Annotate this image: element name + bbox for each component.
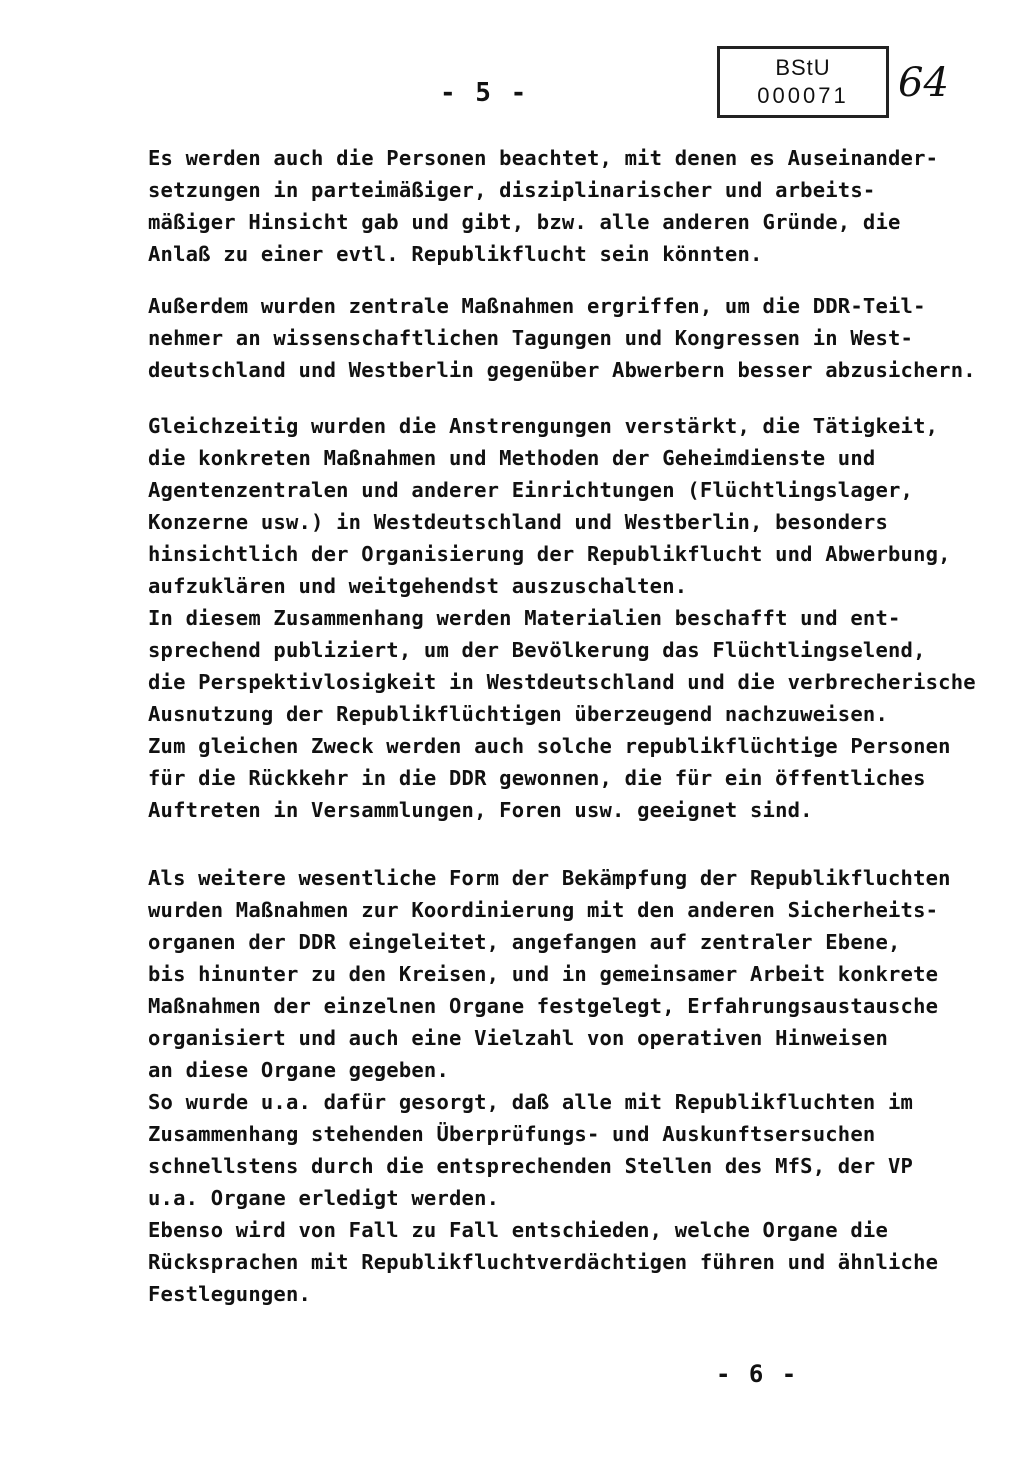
text-line: hinsichtlich der Organisierung der Republikflucht und Abwerbung, <box>148 542 951 566</box>
text-line: bis hinunter zu den Kreisen, und in gemeinsamer Arbeit konkrete <box>148 962 939 986</box>
archive-stamp <box>717 46 889 118</box>
text-line: mäßiger Hinsicht gab und gibt, bzw. alle anderen Gründe, die <box>148 210 901 234</box>
paragraph-3 <box>148 410 976 826</box>
text-line: Außerdem wurden zentrale Maßnahmen ergriffen, um die DDR-Teil- <box>148 294 926 318</box>
text-line: Ausnutzung der Republikflüchtigen überzeugend nachzuweisen. <box>148 702 888 726</box>
text-line: Gleichzeitig wurden die Anstrengungen verstärkt, die Tätigkeit, <box>148 414 939 438</box>
handwritten-folio-number: 64 <box>898 60 949 106</box>
text-line: Maßnahmen der einzelnen Organe festgelegt, Erfahrungsaustausche <box>148 994 939 1018</box>
text-line: So wurde u.a. dafür gesorgt, daß alle mit Republikfluchten im <box>148 1090 914 1114</box>
text-line: Festlegungen. <box>148 1282 312 1306</box>
next-page-marker: - 6 - <box>716 1360 799 1388</box>
text-line: die konkreten Maßnahmen und Methoden der Geheimdienste und <box>148 446 876 470</box>
text-line: die Perspektivlosigkeit in Westdeutschland und die verbrecherische <box>148 670 976 694</box>
text-line: Konzerne usw.) in Westdeutschland und Westberlin, besonders <box>148 510 888 534</box>
text-line: sprechend publiziert, um der Bevölkerung das Flüchtlingselend, <box>148 638 926 662</box>
paragraph-1 <box>148 142 938 270</box>
text-line: setzungen in parteimäßiger, disziplinarischer und arbeits- <box>148 178 876 202</box>
text-line: u.a. Organe erledigt werden. <box>148 1186 500 1210</box>
text-line: nehmer an wissenschaftlichen Tagungen und Kongressen in West- <box>148 326 914 350</box>
text-line: aufzuklären und weitgehendst auszuschalten. <box>148 574 688 598</box>
page-number: - 5 - <box>440 78 529 108</box>
text-line: Ebenso wird von Fall zu Fall entschieden, welche Organe die <box>148 1218 888 1242</box>
text-line: wurden Maßnahmen zur Koordinierung mit den anderen Sicherheits- <box>148 898 939 922</box>
text-line: Es werden auch die Personen beachtet, mit denen es Auseinander- <box>148 146 939 170</box>
text-line: Zum gleichen Zweck werden auch solche republikflüchtige Personen <box>148 734 951 758</box>
text-line: schnellstens durch die entsprechenden Stellen des MfS, der VP <box>148 1154 914 1178</box>
stamp-agency: BStU <box>775 55 831 80</box>
stamp-number: 000071 <box>757 83 849 108</box>
text-line: Anlaß zu einer evtl. Republikflucht sein könnten. <box>148 242 763 266</box>
text-line: Agentenzentralen und anderer Einrichtungen (Flüchtlingslager, <box>148 478 914 502</box>
text-line: deutschland und Westberlin gegenüber Abwerbern besser abzusichern. <box>148 358 976 382</box>
text-line: Zusammenhang stehenden Überprüfungs- und Auskunftsersuchen <box>148 1122 876 1146</box>
text-line: an diese Organe gegeben. <box>148 1058 450 1082</box>
text-line: Auftreten in Versammlungen, Foren usw. geeignet sind. <box>148 798 813 822</box>
text-line: organen der DDR eingeleitet, angefangen auf zentraler Ebene, <box>148 930 901 954</box>
text-line: In diesem Zusammenhang werden Materialien beschafft und ent- <box>148 606 901 630</box>
paragraph-4 <box>148 862 951 1310</box>
paragraph-2 <box>148 290 976 386</box>
text-line: Als weitere wesentliche Form der Bekämpfung der Republikfluchten <box>148 866 951 890</box>
text-line: für die Rückkehr in die DDR gewonnen, die für ein öffentliches <box>148 766 926 790</box>
text-line: organisiert und auch eine Vielzahl von operativen Hinweisen <box>148 1026 888 1050</box>
text-line: Rücksprachen mit Republikfluchtverdächtigen führen und ähnliche <box>148 1250 939 1274</box>
